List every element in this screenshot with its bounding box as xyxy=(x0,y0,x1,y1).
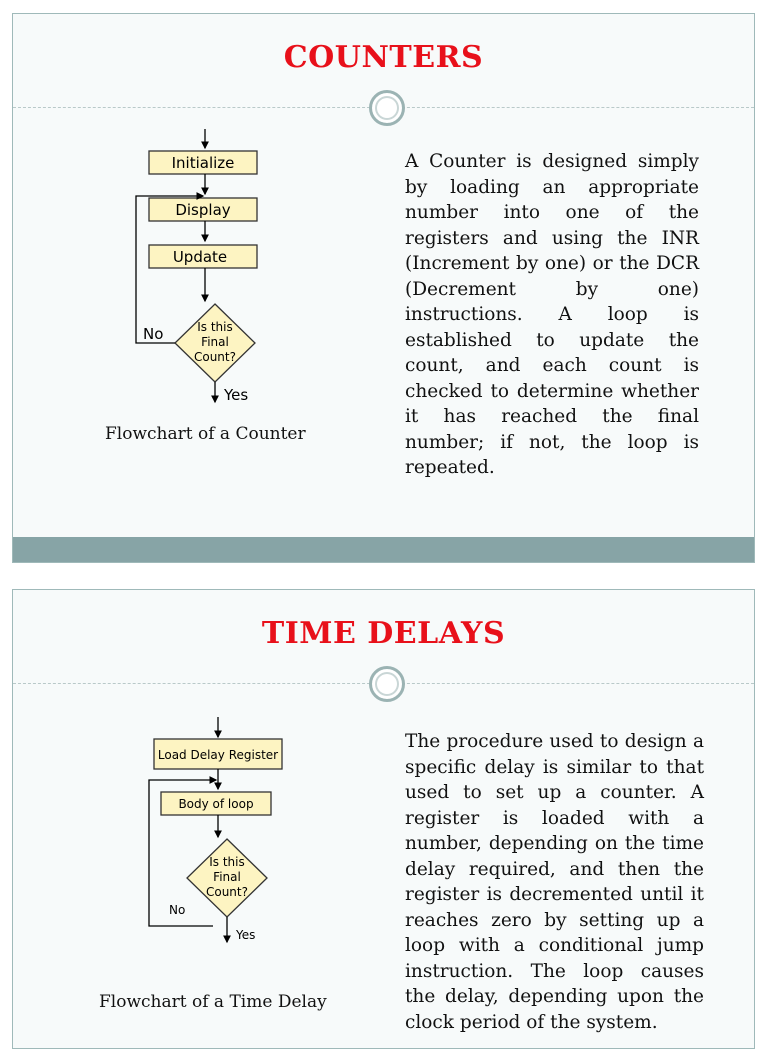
update-label: Update xyxy=(172,248,228,266)
flowchart-caption: Flowchart of a Time Delay xyxy=(99,992,327,1012)
body-paragraph: A Counter is designed simply by loading an appropriate number into one of the registers and using the INR (Increment by one) or the DCR (Decrement by one) instructions. A loop is established to update the count, and each count is checked to determine whether it has reached the final number; if not, the loop is repeated. xyxy=(405,151,699,478)
time-delay-flowchart xyxy=(133,714,313,949)
no-label: No xyxy=(169,903,186,917)
decision-label-line: Final xyxy=(213,870,241,884)
yes-label: Yes xyxy=(236,928,256,942)
body-paragraph: The procedure used to design a specific delay is similar to that used to set up a counter. A register is loaded with a number, depending on the time delay required, and then the register is decremented until it reaches zero by setting up a loop with a conditional jump instruction. The loop causes the delay, depending upon the clock period of the system. xyxy=(405,731,704,1033)
ring-ornament-icon xyxy=(369,666,405,702)
ring-ornament-icon xyxy=(369,90,405,126)
display-label: Display xyxy=(175,201,231,219)
counter-flowchart xyxy=(118,124,288,404)
slide-title: TIME DELAYS xyxy=(261,616,506,651)
slide-counters xyxy=(12,13,755,563)
no-label: No xyxy=(143,325,164,343)
flowchart-caption: Flowchart of a Counter xyxy=(105,424,306,444)
decision-label-line: Count? xyxy=(193,350,237,364)
decision-label-line: Is this xyxy=(209,855,245,869)
slide-time-delays xyxy=(12,589,755,1049)
yes-label: Yes xyxy=(224,386,249,404)
decision-label-line: Final xyxy=(201,335,229,349)
decision-label-line: Is this xyxy=(197,320,233,334)
footer-band xyxy=(13,537,754,562)
decision-label-line: Count? xyxy=(205,885,249,899)
body-of-loop-label: Body of loop xyxy=(178,797,254,811)
slide-title: COUNTERS xyxy=(283,40,484,75)
load-delay-register-label: Load Delay Register xyxy=(157,748,279,762)
initialize-label: Initialize xyxy=(171,154,235,172)
